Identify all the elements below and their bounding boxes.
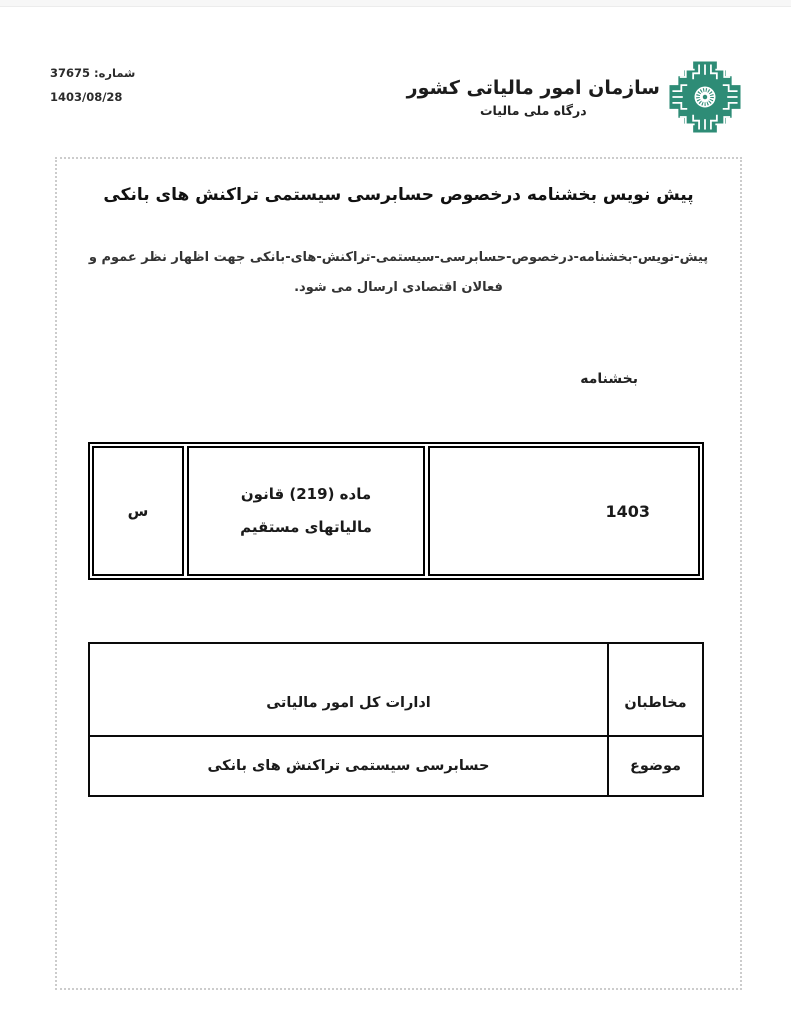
circular-type-label: بخشنامه [580, 371, 638, 387]
organization-header [401, 60, 742, 134]
circular-title: پیش نویس بخشنامه درخصوص حسابرسی سیستمی تراکنش های بانکی [103, 185, 694, 205]
subject-label: موضوع [608, 736, 703, 796]
recipients-value: ادارات کل امور مالیاتی [89, 643, 608, 736]
circular-info-table [88, 642, 704, 797]
table-row-subject [89, 736, 703, 796]
circular-content-box [55, 157, 742, 990]
organization-name: سازمان امور مالیاتی کشور [406, 76, 660, 99]
tax-administration-emblem-icon [668, 60, 742, 134]
meta-year-cell: 1403 [428, 446, 700, 576]
subject-value: حسابرسی سیستمی تراکنش های بانکی [89, 736, 608, 796]
organization-names [407, 77, 660, 118]
page-edge-strip [0, 0, 791, 7]
document-date: 1403/08/28 [50, 90, 123, 104]
meta-legal-basis-cell: ماده (219) قانون مالیاتهای مستقیم [187, 446, 425, 576]
document-meta [50, 66, 135, 114]
meta-category-code-cell: س [92, 446, 184, 576]
recipients-label: مخاطبان [608, 643, 703, 736]
circular-meta-table [88, 442, 704, 580]
table-row-recipients [89, 643, 703, 736]
organization-portal-name: درگاه ملی مالیات [480, 102, 587, 118]
document-number: شماره: 37675 [50, 66, 136, 80]
circular-description: پیش-نویس-بخشنامه-درخصوص-حسابرسی-سیستمی-تراکنش-های-بانکی جهت اظهار نظر عموم و فعالان اقتصادی ارسال می شود. [88, 250, 709, 295]
